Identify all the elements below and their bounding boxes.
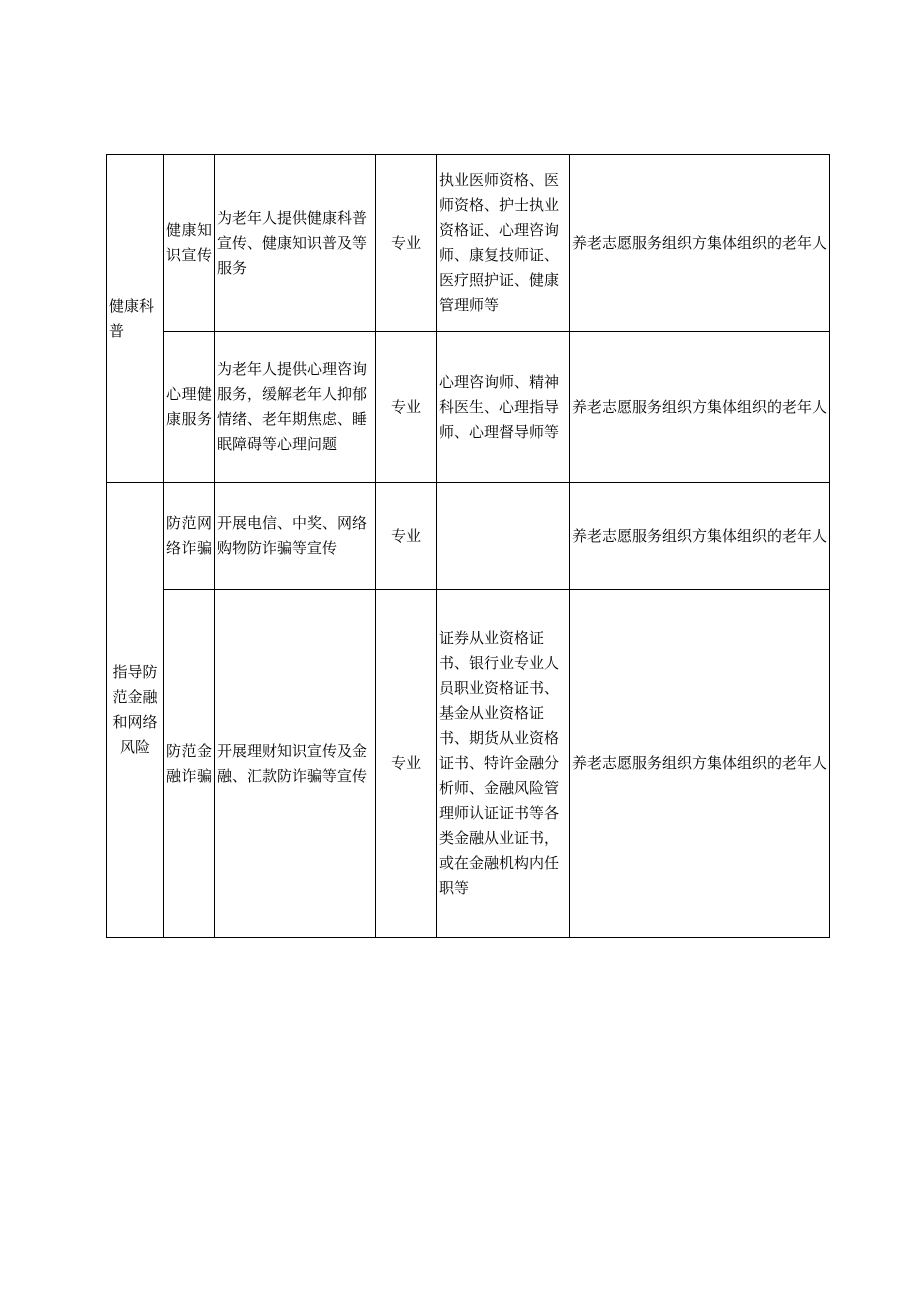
organizer-cell: 养老志愿服务组织方集体组织的老年人 xyxy=(570,590,830,938)
service-cell: 健康知识宣传 xyxy=(164,155,215,332)
table-row xyxy=(107,483,830,590)
type-cell: 专业 xyxy=(376,332,437,483)
content-cell: 开展理财知识宣传及金融、汇款防诈骗等宣传 xyxy=(215,590,376,938)
table-row xyxy=(107,332,830,483)
type-cell: 专业 xyxy=(376,155,437,332)
content-cell: 为老年人提供健康科普宣传、健康知识普及等服务 xyxy=(215,155,376,332)
organizer-cell: 养老志愿服务组织方集体组织的老年人 xyxy=(570,155,830,332)
qualification-cell: 证券从业资格证书、银行业专业人员职业资格证书、基金从业资格证书、期货从业资格证书、特许金融分析师、金融风险管理师认证证书等各类金融从业证书，或在金融机构内任职等 xyxy=(437,590,570,938)
volunteer-service-table xyxy=(106,154,830,938)
service-cell: 防范网络诈骗 xyxy=(164,483,215,590)
table-row xyxy=(107,590,830,938)
category-cell: 健康科普 xyxy=(107,155,164,483)
service-cell: 防范金融诈骗 xyxy=(164,590,215,938)
content-cell: 为老年人提供心理咨询服务，缓解老年人抑郁情绪、老年期焦虑、睡眠障碍等心理问题 xyxy=(215,332,376,483)
qualification-cell: 心理咨询师、精神科医生、心理指导师、心理督导师等 xyxy=(437,332,570,483)
content-cell: 开展电信、中奖、网络购物防诈骗等宣传 xyxy=(215,483,376,590)
service-cell: 心理健康服务 xyxy=(164,332,215,483)
qualification-cell: 执业医师资格、医师资格、护士执业资格证、心理咨询师、康复技师证、医疗照护证、健康管理师等 xyxy=(437,155,570,332)
category-cell: 指导防范金融和网络风险 xyxy=(107,483,164,938)
type-cell: 专业 xyxy=(376,483,437,590)
type-cell: 专业 xyxy=(376,590,437,938)
organizer-cell: 养老志愿服务组织方集体组织的老年人 xyxy=(570,332,830,483)
qualification-cell xyxy=(437,483,570,590)
organizer-cell: 养老志愿服务组织方集体组织的老年人 xyxy=(570,483,830,590)
table-row xyxy=(107,155,830,332)
